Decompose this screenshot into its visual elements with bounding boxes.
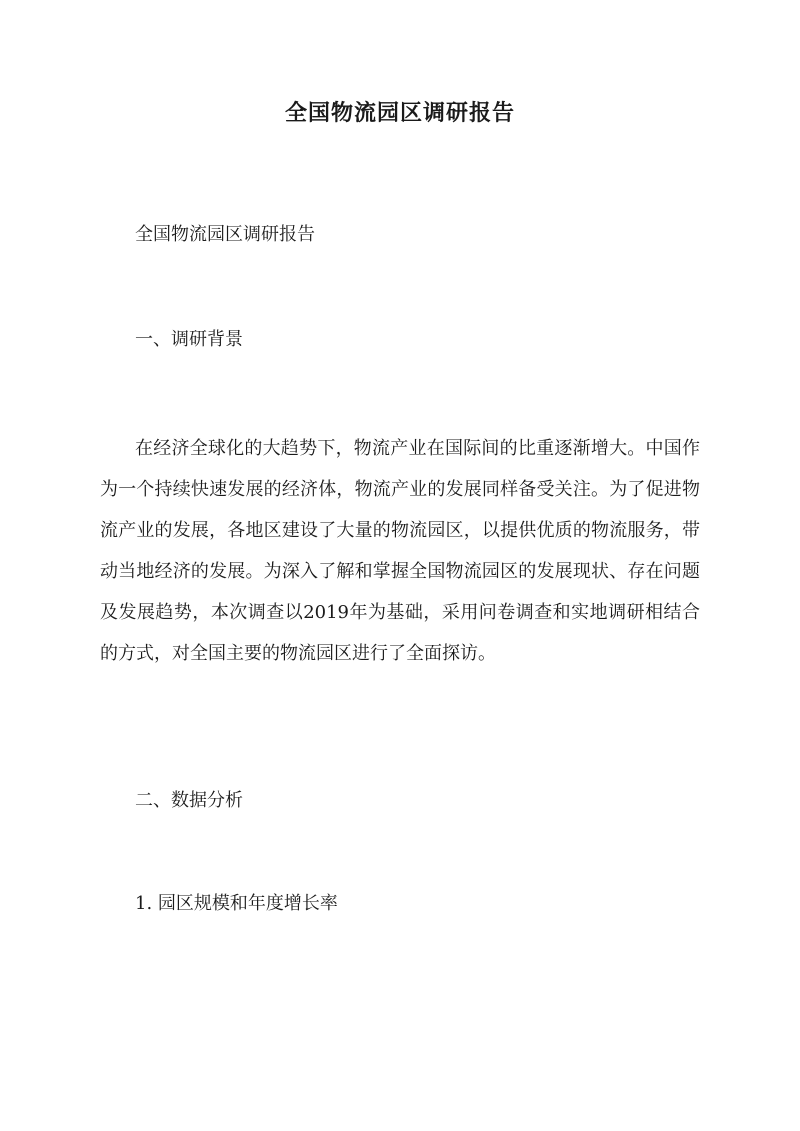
background-paragraph: 在经济全球化的大趋势下，物流产业在国际间的比重逐渐增大。中国作为一个持续快速发展的经济体，物流产业的发展同样备受关注。为了促进物流产业的发展，各地区建设了大量的物流园区，以提供优质的物流服务，带动当地经济的发展。为深入了解和掌握全国物流园区的发展现状、存在问题及发展趋势，本次调查以2019年为基础，采用问卷调查和实地调研相结合的方式，对全国主要的物流园区进行了全面探访。 (100, 438, 700, 664)
section-heading-data-analysis: 二、数据分析 (135, 790, 243, 811)
subsection-heading-park-scale: 1. 园区规模和年度增长率 (135, 893, 338, 914)
document-title: 全国物流园区调研报告 (284, 100, 515, 126)
document-subtitle: 全国物流园区调研报告 (135, 224, 315, 245)
section-heading-background: 一、调研背景 (135, 329, 243, 350)
